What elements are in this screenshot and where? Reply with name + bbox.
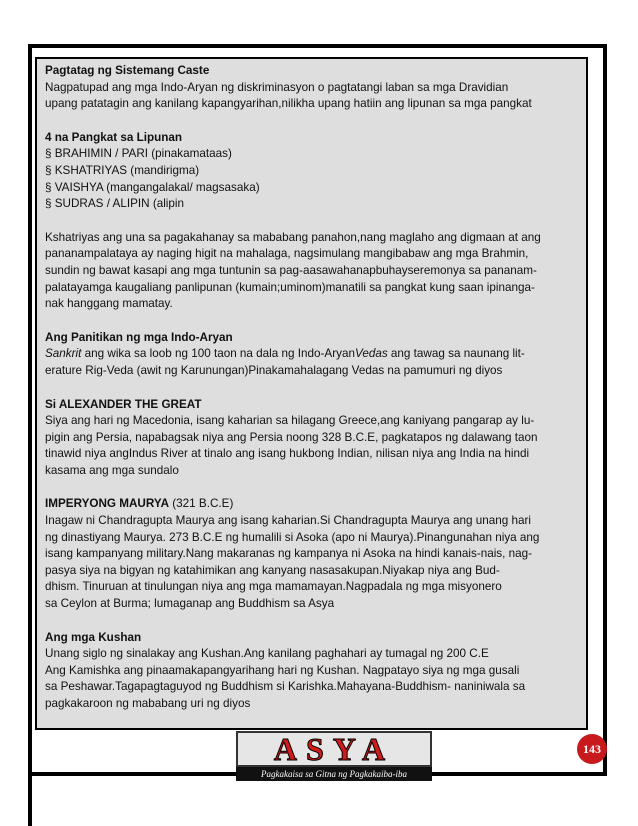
heading-suffix: (321 B.C.E): [169, 497, 234, 511]
frame-top-border: [28, 44, 606, 48]
body-text: ang wika sa loob ng 100 taon na dala ng Indo-Aryan: [81, 347, 355, 361]
section-kshatriyas: [45, 230, 578, 313]
page-content: [45, 63, 578, 730]
body-line: kasama ang mga sundalo: [45, 463, 179, 477]
frame-right-border: [603, 44, 607, 776]
asya-logo: [236, 731, 432, 782]
logo-text: ASYA: [273, 731, 395, 767]
body-line: pananampalataya ay naging higit na mahalaga, nagsimulang mangibabaw ang mga Brahmin,: [45, 247, 529, 261]
body-line: pasya siya na bigyan ng katahimikan ang kanyang nasasakupan.Niyakap niya ang Bud-: [45, 563, 500, 577]
body-line: sa Peshawar.Tagapagtaguyod ng Buddhism si Karishka.Mahayana-Buddhism- naniniwala sa: [45, 680, 526, 694]
body-line: [45, 346, 578, 363]
section-heading: 4 na Pangkat sa Lipunan: [45, 130, 183, 144]
list-item: § KSHATRIYAS (mandirigma): [45, 163, 200, 177]
section-caste-system: [45, 63, 578, 113]
section-four-groups: [45, 130, 578, 213]
italic-term: Sankrit: [45, 347, 82, 361]
section-alexander: [45, 397, 578, 480]
section-heading: Ang Panitikan ng mga Indo-Aryan: [45, 330, 233, 344]
logo-tagline: Pagkakaisa sa Gitna ng Pagkakaiba-iba: [236, 767, 432, 781]
body-line: pagkakaroon ng mababang uri ng diyos: [45, 697, 251, 710]
section-heading: Pagtatag ng Sistemang Caste: [45, 64, 210, 77]
body-line: Inagaw ni Chandragupta Maurya ang isang kaharian.Si Chandragupta Maurya ang unang hari: [45, 514, 532, 528]
body-line: erature Rig-Veda (awit ng Karunungan)Pinakamahalagang Vedas na pamumuri ng diyos: [45, 363, 503, 377]
body-line: dhism. Tinuruan at tinulungan niya ang mga mamamayan.Nagpadala ng mga misyonero: [45, 580, 502, 594]
body-line: Unang siglo ng sinalakay ang Kushan.Ang kanilang paghahari ay tumagal ng 200 C.E: [45, 647, 489, 661]
body-line: tinawid niya angIndus River at tinalo ang isang hukbong Indian, nilisan niya ang India na hindi: [45, 447, 530, 461]
body-text: ang tawag sa naunang lit-: [387, 347, 525, 361]
frame-left-border: [28, 44, 32, 826]
body-line: nak hanggang mamatay.: [45, 297, 173, 311]
page-number: 143: [577, 734, 607, 764]
section-kushan: [45, 630, 578, 713]
section-heading: Ang mga Kushan: [45, 630, 142, 644]
section-heading: IMPERYONG MAURYA: [45, 497, 170, 511]
list-item: § VAISHYA (mangangalakal/ magsasaka): [45, 180, 260, 194]
body-line: palatayamga kaugaliang panlipunan (kumain;uminom)manatili sa pangkat kung saan ipinanga-: [45, 280, 535, 294]
section-heading: Si ALEXANDER THE GREAT: [45, 397, 202, 411]
list-item: § BRAHIMIN / PARI (pinakamataas): [45, 147, 232, 161]
body-line: sundin ng bawat kasapi ang mga tuntunin sa pag-aasawahanapbuhayseremonya sa pananam-: [45, 263, 537, 277]
section-literature: [45, 330, 578, 380]
list-item: § SUDRAS / ALIPIN (alipin: [45, 197, 185, 211]
body-line: pigin ang Persia, napabagsak niya ang Persia noong 328 B.C.E, pagkatapos ng dalawang taon: [45, 430, 538, 444]
italic-term: Vedas: [354, 347, 388, 361]
body-line: Kshatriyas ang una sa pagakahanay sa mababang panahon,nang maglaho ang digmaan at ang: [45, 230, 541, 244]
body-line: upang patatagin ang kanilang kapangyarihan,nilikha upang hatiin ang lipunan sa mga pangkat: [45, 97, 532, 111]
body-line: Ang Kamishka ang pinaamakapangyarihang hari ng Kushan. Nagpatayo siya ng mga gusali: [45, 663, 520, 677]
body-line: sa Ceylon at Burma; lumaganap ang Buddhism sa Asya: [45, 597, 335, 611]
body-line: ng dinastiyang Maurya. 273 B.C.E ng humalili si Asoka (apo ni Maurya).Pinangunahan niya ang: [45, 530, 540, 544]
section-heading-line: [45, 496, 578, 513]
body-line: isang kampanyang military.Nang makaranas ng kampanya ni Asoka na hindi kanais-nais, nag-: [45, 547, 533, 561]
section-maurya: [45, 496, 578, 612]
body-line: Siya ang hari ng Macedonia, isang kaharian sa hilagang Greece,ang kaniyang pangarap ay lu-: [45, 414, 535, 428]
body-line: Nagpatupad ang mga Indo-Aryan ng diskriminasyon o pagtatangi laban sa mga Dravidian: [45, 80, 509, 94]
